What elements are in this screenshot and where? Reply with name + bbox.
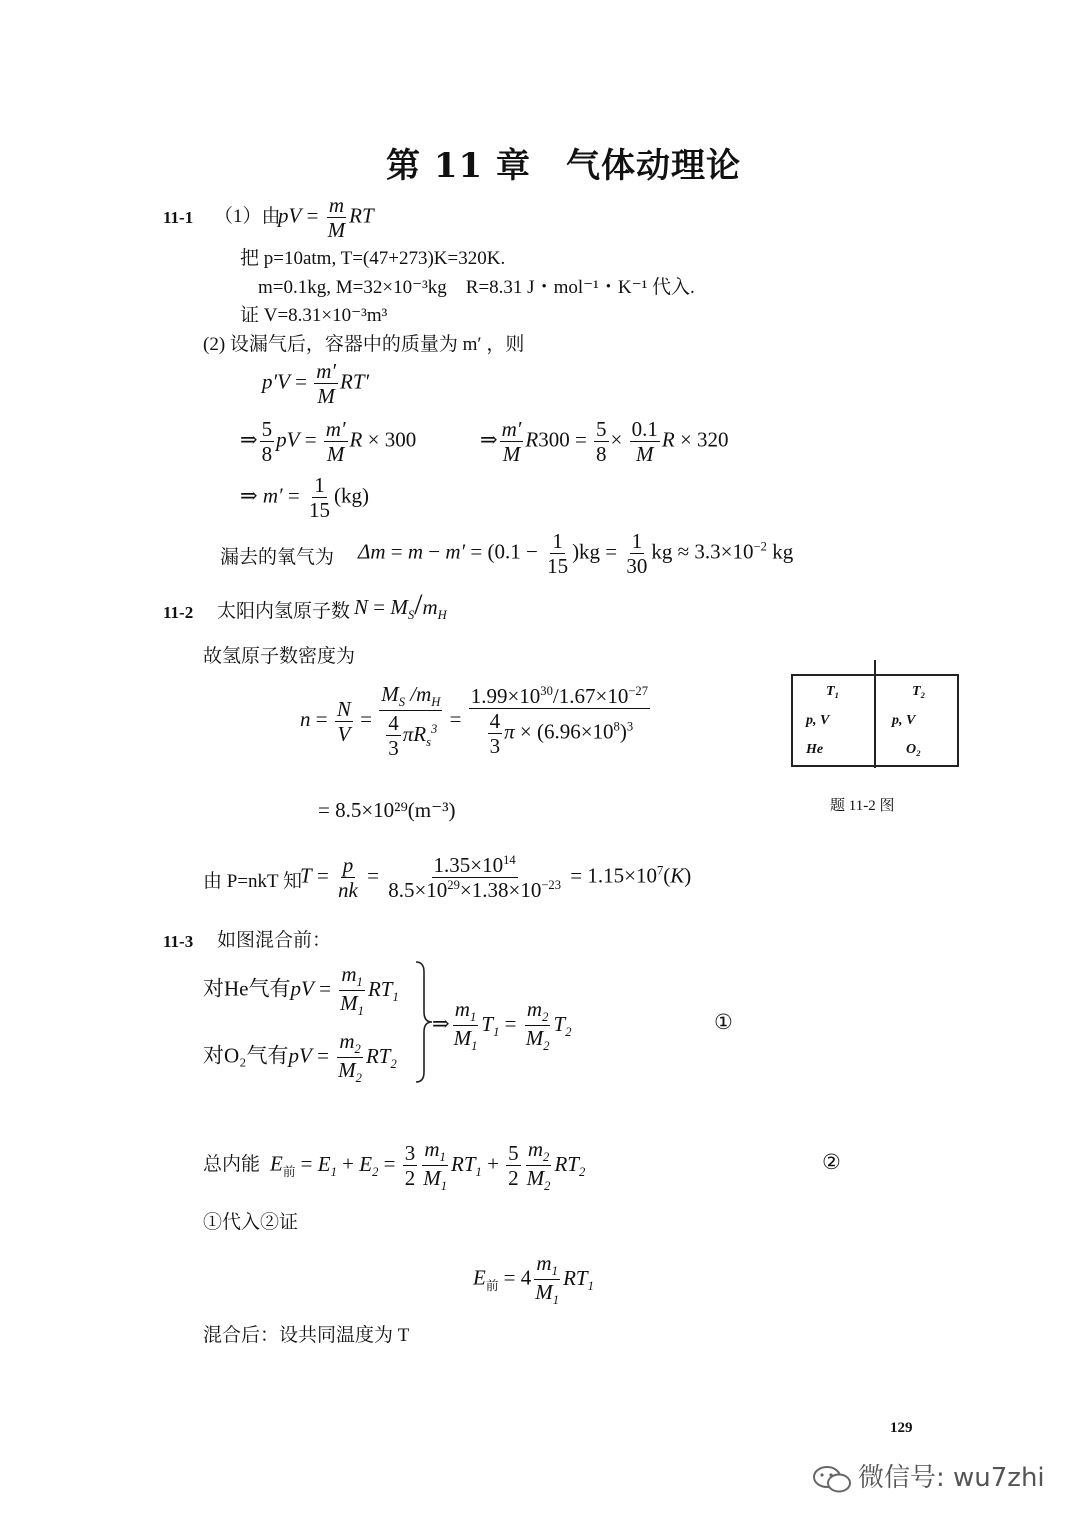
watermark [812,1457,1045,1494]
equation-density: n = $\frac{N}{V}$ = $M_S$ $/m_H$ $\frac{4}{3}$ $\pi R_s^3$ = $1.99\times 10^{30}/1.67\times 10^{-27}$ $\frac{4}{3}$ $\pi \times (6.96\times 10^8)^3$ [300,682,649,761]
given-line-3: 证 V=8.31×10⁻³m³ [240,305,388,326]
equation-leak-3: ⇒ $\frac{m'}{M}$ R300 = $\frac{5}{8}$ × $\frac{0.1}{M}$ R × 320 [480,417,729,467]
equation-leak-2: ⇒ $\frac{5}{8}$ pV = $\frac{m'}{M}$ R × 300 [240,417,417,467]
marker-1: ① [714,1010,733,1034]
mixing-after-text: 混合后：设共同温度为 T [203,1325,410,1346]
marker-2: ② [822,1150,841,1174]
density-intro: 故氢原子数密度为 [203,646,356,667]
figure-left-gas: He [806,742,824,757]
he-prefix: 对He气有 [203,976,291,1001]
problem-label-11-2: 11-2 [163,603,194,622]
part1-intro: （1）由 [214,206,281,227]
mixing-before-intro: 如图混合前： [217,930,332,951]
o2-prefix: 对O₂气有 [203,1043,289,1068]
energy-prefix: 总内能 [203,1154,261,1175]
watermark-text: 微信号: wu7zhi [858,1463,1045,1493]
figure-left-temp: T₁ [826,684,840,699]
equation-energy-before: $E_前 = 4$ $\frac{m_1}{M_1}$ $RT_1$ [473,1251,594,1308]
problem-label-11-3: 11-3 [163,932,194,951]
right-brace [414,960,434,1084]
hydrogen-count-intro: 太阳内氢原子数 [217,601,351,622]
page-number: 129 [890,1420,913,1436]
he-equation: 对He气有pV = $\frac{m_1}{M_1}$ $RT_1$ [203,962,399,1019]
figure-right-gas: O₂ [906,742,921,757]
problem-label-11-1: 11-1 [163,208,194,227]
equation-temperature: T = $\frac{p}{nk}$ = $\frac{1.35\times 10^{14}}{8.5\times 10^{29}\times 1.38\times 10^{-23}}$ = $1.15\times 10^7(K)$ [300,853,692,903]
wechat-icon [812,1464,852,1494]
part2-intro: (2) 设漏气后，容器中的质量为 m′ ，则 [203,334,525,355]
given-line-1: 把 p=10atm, T=(47+273)K=320K. [240,248,506,269]
equation-total-energy: $E_前 = E_1 + E_2$ = $\frac{3}{2}$ $\frac{m_1}{M_1}$ $RT_1$ + $\frac{5}{2}$ $\frac{m_2}{M_2}$ $RT_2$ [270,1137,586,1194]
equation-leak-4: ⇒ m′ = $\frac{1}{15}$ (kg) [240,473,369,523]
equation-hydrogen-count: $N = M_S/m_H$ [354,588,447,623]
equation-leak-1: p′V = $\frac{m'}{M}$ RT′ [262,359,370,409]
given-line-2: m=0.1kg, M=32×10⁻³kg R=8.31 J・mol⁻¹・K⁻¹ 代入. [258,277,695,298]
temperature-prefix: 由 P=nkT 知 [203,871,303,892]
chapter-title: 第 11 章 气体动理论 [386,146,741,186]
o2-equation: 对O₂气有pV = $\frac{m_2}{M_2}$ $RT_2$ [203,1029,397,1086]
figure-right-temp: T₂ [912,684,926,699]
equation-leaked-mass: Δm = m − m′ = (0.1 − $\frac{1}{15}$ )kg = $\frac{1}{30}$ kg ≈ $3.3\times 10^{-2}$ kg [358,529,794,579]
figure-caption: 题 11-2 图 [830,798,895,814]
figure-left-pv: p, V [806,713,830,728]
equation-ideal-gas: pV = $\frac{m}{M}$ RT [278,193,374,243]
leak-prefix: 漏去的氧气为 [220,547,335,568]
equation-ratio: ⇒ $\frac{m_1}{M_1}$ $T_1$ = $\frac{m_2}{M_2}$ $T_2$ [432,997,572,1054]
figure-right-pv: p, V [892,713,916,728]
density-result: = 8.5×10²⁹(m⁻³) [318,798,456,822]
substitute-text: ①代入②证 [203,1212,299,1233]
